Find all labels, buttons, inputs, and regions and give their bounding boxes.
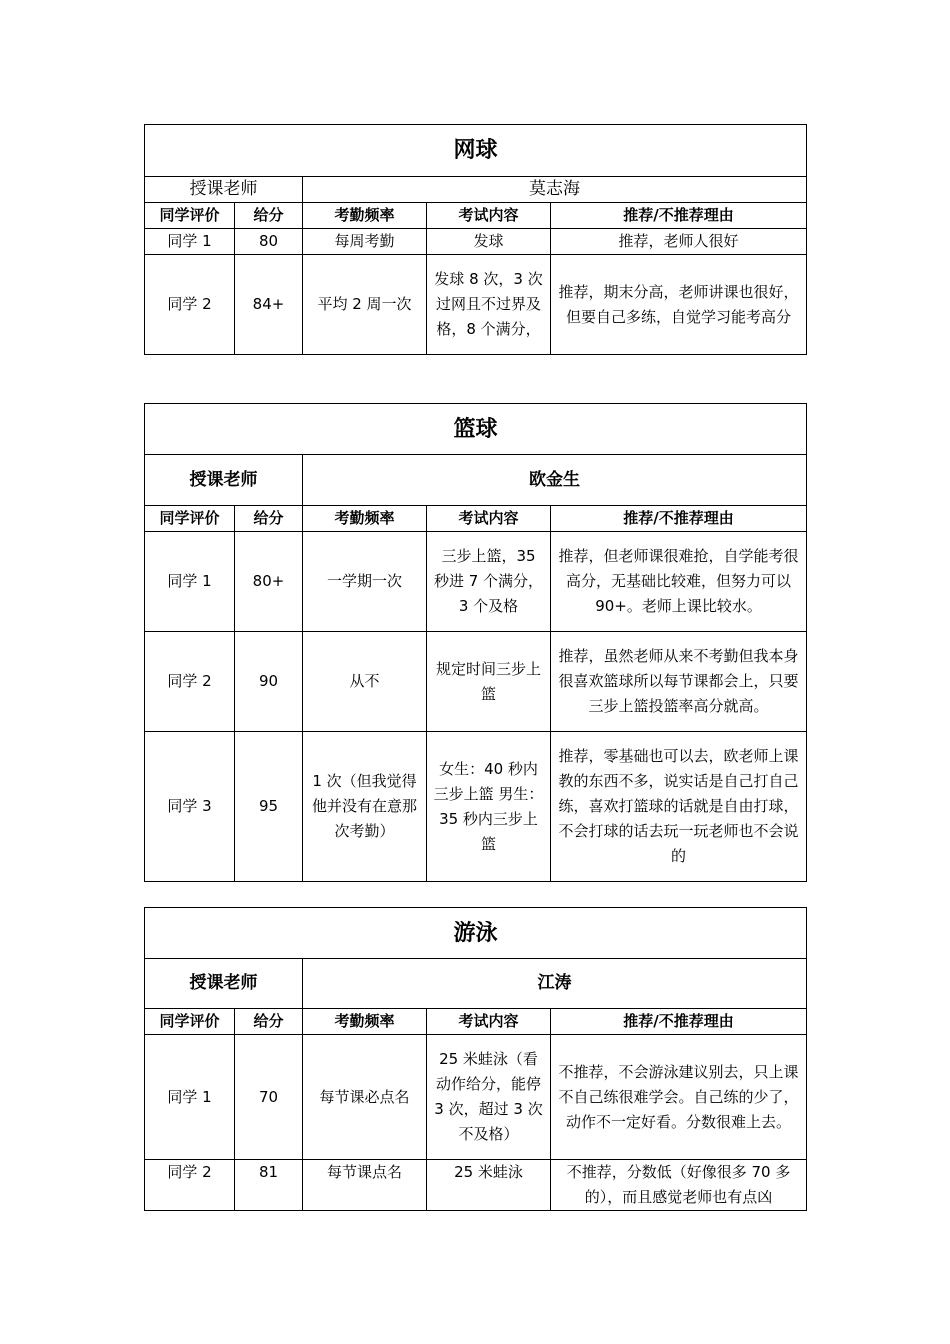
student-cell: 同学 2 — [145, 632, 235, 732]
score-cell: 90 — [235, 632, 303, 732]
student-cell: 同学 2 — [145, 255, 235, 355]
header-exam: 考试内容 — [427, 1009, 551, 1035]
header-student: 同学评价 — [145, 506, 235, 532]
header-student: 同学评价 — [145, 1009, 235, 1035]
course-title: 网球 — [145, 125, 807, 177]
attendance-cell: 平均 2 周一次 — [303, 255, 427, 355]
exam-cell: 规定时间三步上篮 — [427, 632, 551, 732]
teacher-label: 授课老师 — [145, 455, 303, 506]
score-cell: 80 — [235, 229, 303, 255]
header-score: 给分 — [235, 203, 303, 229]
header-exam: 考试内容 — [427, 506, 551, 532]
course-table-swimming — [144, 907, 807, 1211]
attendance-cell: 一学期一次 — [303, 532, 427, 632]
table-row — [145, 255, 807, 355]
student-cell: 同学 2 — [145, 1160, 235, 1211]
exam-cell: 发球 — [427, 229, 551, 255]
teacher-name: 江涛 — [303, 959, 807, 1009]
table-row — [145, 732, 807, 882]
teacher-label: 授课老师 — [145, 177, 303, 203]
exam-cell: 发球 8 次，3 次过网且不过界及格，8 个满分， — [427, 255, 551, 355]
header-exam: 考试内容 — [427, 203, 551, 229]
student-cell: 同学 1 — [145, 532, 235, 632]
header-reason: 推荐/不推荐理由 — [551, 203, 807, 229]
score-cell: 81 — [235, 1160, 303, 1211]
reason-cell: 推荐，但老师课很难抢，自学能考很高分，无基础比较难，但努力可以 90+。老师上课比较水。 — [551, 532, 807, 632]
student-cell: 同学 1 — [145, 229, 235, 255]
teacher-name: 欧金生 — [303, 455, 807, 506]
exam-cell: 女生：40 秒内三步上篮 男生：35 秒内三步上篮 — [427, 732, 551, 882]
reason-cell: 推荐，期末分高，老师讲课也很好，但要自己多练，自觉学习能考高分 — [551, 255, 807, 355]
teacher-name: 莫志海 — [303, 177, 807, 203]
header-student: 同学评价 — [145, 203, 235, 229]
course-table-tennis — [144, 124, 807, 355]
attendance-cell: 1 次（但我觉得他并没有在意那次考勤） — [303, 732, 427, 882]
score-cell: 70 — [235, 1035, 303, 1160]
header-attendance: 考勤频率 — [303, 506, 427, 532]
table-row — [145, 1035, 807, 1160]
exam-cell: 25 米蛙泳 — [427, 1160, 551, 1211]
table-row — [145, 532, 807, 632]
reason-cell: 不推荐，不会游泳建议别去，只上课不自己练很难学会。自己练的少了，动作不一定好看。分数很难上去。 — [551, 1035, 807, 1160]
table-row — [145, 632, 807, 732]
student-cell: 同学 3 — [145, 732, 235, 882]
reason-cell: 推荐，老师人很好 — [551, 229, 807, 255]
score-cell: 80+ — [235, 532, 303, 632]
table-row — [145, 229, 807, 255]
reason-cell: 推荐，零基础也可以去，欧老师上课教的东西不多，说实话是自己打自己练，喜欢打篮球的话就是自由打球，不会打球的话去玩一玩老师也不会说的 — [551, 732, 807, 882]
header-reason: 推荐/不推荐理由 — [551, 506, 807, 532]
attendance-cell: 每节课点名 — [303, 1160, 427, 1211]
header-attendance: 考勤频率 — [303, 203, 427, 229]
exam-cell: 25 米蛙泳（看动作给分，能停 3 次，超过 3 次不及格） — [427, 1035, 551, 1160]
reason-cell: 推荐，虽然老师从来不考勤但我本身很喜欢篮球所以每节课都会上，只要三步上篮投篮率高分就高。 — [551, 632, 807, 732]
exam-cell: 三步上篮，35 秒进 7 个满分，3 个及格 — [427, 532, 551, 632]
header-score: 给分 — [235, 506, 303, 532]
header-attendance: 考勤频率 — [303, 1009, 427, 1035]
student-cell: 同学 1 — [145, 1035, 235, 1160]
course-table-basketball — [144, 403, 807, 882]
teacher-label: 授课老师 — [145, 959, 303, 1009]
score-cell: 84+ — [235, 255, 303, 355]
score-cell: 95 — [235, 732, 303, 882]
course-title: 游泳 — [145, 908, 807, 959]
attendance-cell: 每周考勤 — [303, 229, 427, 255]
table-row — [145, 1160, 807, 1211]
reason-cell: 不推荐，分数低（好像很多 70 多的），而且感觉老师也有点凶 — [551, 1160, 807, 1211]
course-title: 篮球 — [145, 404, 807, 455]
header-reason: 推荐/不推荐理由 — [551, 1009, 807, 1035]
attendance-cell: 从不 — [303, 632, 427, 732]
header-score: 给分 — [235, 1009, 303, 1035]
attendance-cell: 每节课必点名 — [303, 1035, 427, 1160]
